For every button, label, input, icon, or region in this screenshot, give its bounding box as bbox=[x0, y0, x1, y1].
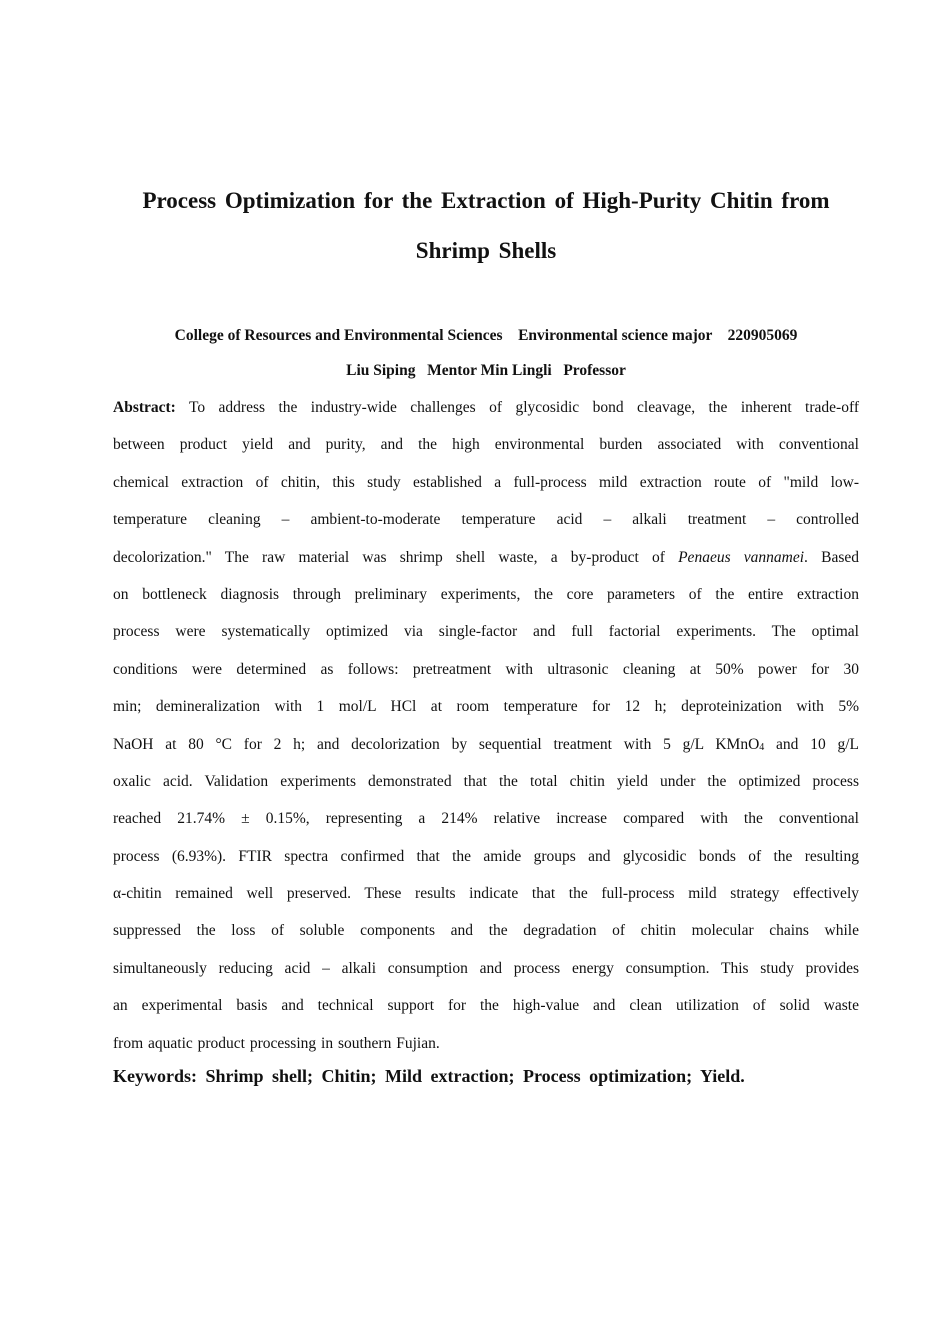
abstract-line: min; demineralization with 1 mol/L HCl at room temperature for 12 h; deproteinization with 5% bbox=[113, 698, 859, 716]
title-line-1: Process Optimization for the Extraction of High-Purity Chitin from bbox=[142, 188, 830, 213]
abstract-label: Abstract: bbox=[113, 399, 176, 416]
abstract-line: chemical extraction of chitin, this study established a full-process mild extraction route of "mild low- bbox=[113, 473, 859, 491]
keywords: Keywords: Shrimp shell; Chitin; Mild extraction; Process optimization; Yield. bbox=[113, 1066, 745, 1086]
abstract bbox=[113, 397, 859, 1070]
abstract-line: simultaneously reducing acid – alkali consumption and process energy consumption. This study provides bbox=[113, 959, 859, 977]
abstract-line: on bottleneck diagnosis through preliminary experiments, the core parameters of the entire extraction bbox=[113, 585, 859, 603]
major-name: Environmental science major bbox=[518, 327, 713, 344]
affiliation-line-2 bbox=[110, 362, 862, 380]
abstract-line: NaOH at 80 °C for 2 h; and decolorization by sequential treatment with 5 g/L KMnO4 and 10 g/L bbox=[113, 735, 860, 753]
mentor-name: Mentor Min Lingli bbox=[427, 362, 552, 379]
abstract-line: temperature cleaning – ambient-to-moderate temperature acid – alkali treatment – controlled bbox=[113, 511, 859, 529]
abstract-line: reached 21.74% ± 0.15%, representing a 214% relative increase compared with the conventional bbox=[113, 810, 859, 828]
mentor-rank: Professor bbox=[563, 362, 626, 379]
title-line-2: Shrimp Shells bbox=[415, 238, 557, 263]
abstract-line: between product yield and purity, and the high environmental burden associated with conventional bbox=[113, 436, 859, 454]
abstract-line: from aquatic product processing in southern Fujian. bbox=[113, 1034, 440, 1052]
college-name: College of Resources and Environmental Sciences bbox=[174, 327, 503, 344]
abstract-line: oxalic acid. Validation experiments demonstrated that the total chitin yield under the optimized process bbox=[113, 772, 859, 790]
abstract-line: conditions were determined as follows: pretreatment with ultrasonic cleaning at 50% power for 30 bbox=[113, 660, 859, 678]
subscript-4: 4 bbox=[759, 741, 765, 753]
abstract-line: process were systematically optimized via single-factor and full factorial experiments. The optimal bbox=[113, 623, 859, 641]
paper-title bbox=[110, 176, 862, 276]
abstract-line: decolorization." The raw material was shrimp shell waste, a by-product of Penaeus vannamei. Based bbox=[113, 548, 859, 566]
abstract-line: an experimental basis and technical support for the high-value and clean utilization of solid waste bbox=[113, 997, 859, 1015]
author-name: Liu Siping bbox=[346, 362, 416, 379]
species-name: Penaeus vannamei bbox=[678, 548, 805, 566]
abstract-line: α-chitin remained well preserved. These results indicate that the full-process mild strategy effectively bbox=[113, 885, 859, 903]
student-id: 220905069 bbox=[727, 327, 798, 344]
affiliation-line-1 bbox=[110, 327, 862, 345]
abstract-line: process (6.93%). FTIR spectra confirmed that the amide groups and glycosidic bonds of the resulting bbox=[113, 847, 859, 865]
abstract-line: Abstract: To address the industry-wide challenges of glycosidic bond cleavage, the inherent trade-off bbox=[113, 399, 859, 416]
abstract-line: suppressed the loss of soluble components and the degradation of chitin molecular chains while bbox=[113, 922, 859, 940]
